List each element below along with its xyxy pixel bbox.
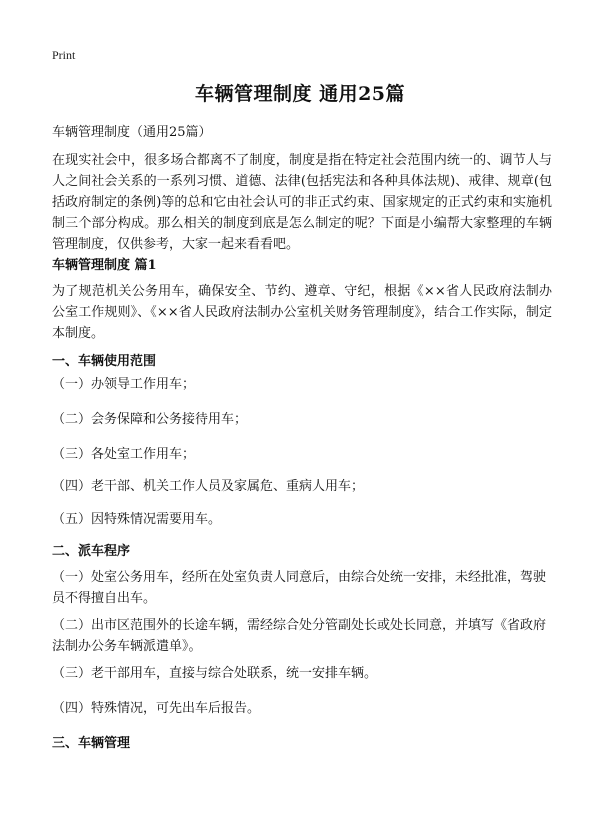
document-subtitle: 车辆管理制度（通用25篇）: [52, 125, 212, 140]
section-title: 车辆管理制度 篇1: [52, 258, 157, 273]
list-item: （二）会务保障和公务接待用车；: [52, 412, 248, 427]
part2-heading: 二、派车程序: [52, 544, 131, 559]
list-item: （三）各处室工作用车；: [52, 447, 196, 462]
list-item: （三）老干部用车，直接与综合处联系，统一安排车辆。: [52, 666, 378, 681]
list-item: （二）出市区范围外的长途车辆，需经综合处分管副处长或处长同意，并填写《省政府法制办公务车辆派遣单》。: [52, 618, 547, 654]
list-item: （四）老干部、机关工作人员及家属危、重病人用车；: [52, 479, 365, 494]
list-item: （一）办领导工作用车；: [52, 377, 196, 392]
intro-paragraph: 在现实社会中，很多场合都离不了制度，制度是指在特定社会范围内统一的、调节人与人之间社会关系的一系列习惯、道德、法律(包括宪法和各种具体法规)、戒律、规章(包括政府制定的条例)等的总和它由社会认可的非正式约束、国家规定的正式约束和实施机制三个部分构成。那么相关的制度到底是怎么制定的呢？下面是小编帮大家整理的车辆管理制度，仅供参考，大家一起来看看吧。: [52, 153, 552, 252]
part1-heading: 一、车辆使用范围: [52, 354, 157, 369]
list-item: （四）特殊情况，可先出车后报告。: [52, 701, 261, 716]
section-intro-paragraph: 为了规范机关公务用车，确保安全、节约、遵章、守纪，根据《××省人民政府法制办公室工作规则》、《××省人民政府法制办公室机关财务管理制度》，结合工作实际，制定本制度。: [52, 284, 552, 341]
part3-heading: 三、车辆管理: [52, 736, 131, 751]
document-title: 车辆管理制度 通用25篇: [194, 83, 406, 105]
list-item: （五）因特殊情况需要用车。: [52, 512, 222, 527]
print-link[interactable]: Print: [52, 48, 76, 62]
list-item: （一）处室公务用车，经所在处室负责人同意后，由综合处统一安排，未经批准，驾驶员不得擅自出车。: [52, 570, 547, 606]
